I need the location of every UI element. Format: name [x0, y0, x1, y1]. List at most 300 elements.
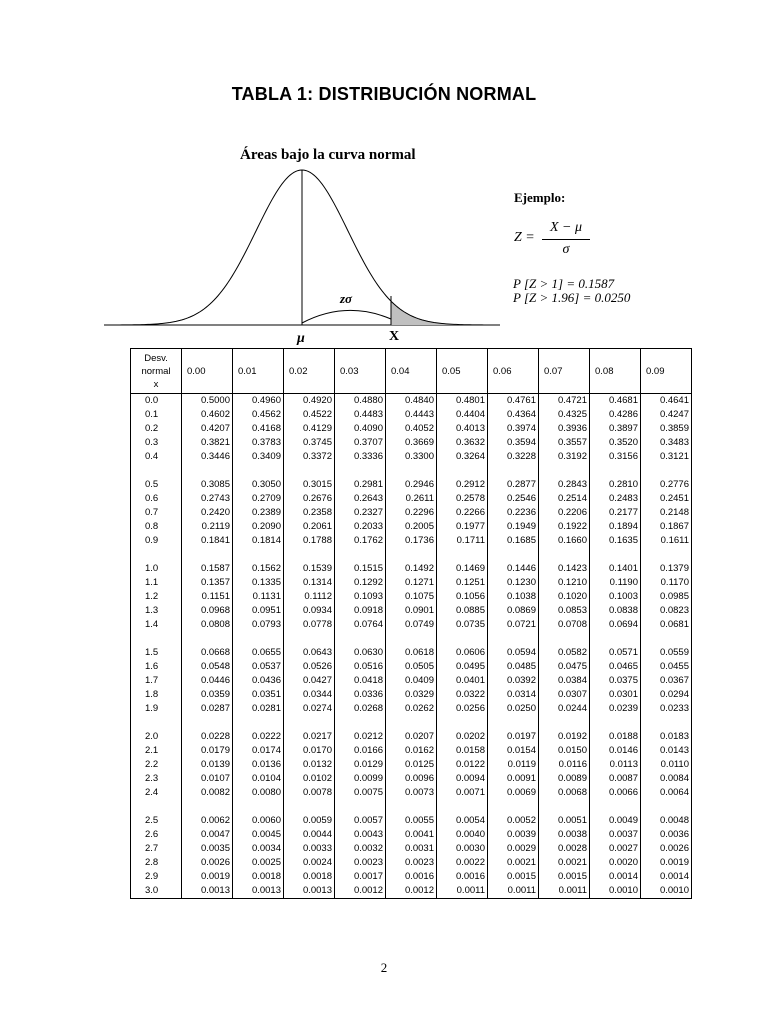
x-label: X: [389, 329, 400, 344]
table-cell: 0.0985: [641, 590, 692, 604]
row-label: 0.9: [131, 534, 182, 548]
table-cell: 0.0035: [182, 842, 233, 856]
spacer-cell: [590, 800, 641, 814]
table-cell: 0.0094: [437, 772, 488, 786]
table-cell: 0.0051: [539, 814, 590, 828]
table-cell: 0.0016: [386, 870, 437, 884]
table-cell: 0.0023: [386, 856, 437, 870]
table-cell: 0.1038: [488, 590, 539, 604]
table-cell: 0.2611: [386, 492, 437, 506]
table-cell: 0.0367: [641, 674, 692, 688]
figure-caption: Áreas bajo la curva normal: [240, 147, 416, 163]
spacer-cell: [284, 548, 335, 562]
table-cell: 0.1711: [437, 534, 488, 548]
table-row: [131, 688, 692, 702]
spacer-cell: [437, 632, 488, 646]
row-label: 1.8: [131, 688, 182, 702]
table-row: [131, 604, 692, 618]
table-cell: 0.3520: [590, 436, 641, 450]
header-line-2: normal: [141, 365, 171, 377]
spacer-row: [131, 800, 692, 814]
table-cell: 0.3897: [590, 422, 641, 436]
mu-label: μ: [297, 331, 305, 346]
row-label: 0.5: [131, 478, 182, 492]
table-cell: 0.0934: [284, 604, 335, 618]
formula-lhs: Z =: [514, 230, 535, 245]
table-cell: 0.0052: [488, 814, 539, 828]
table-cell: 0.0329: [386, 688, 437, 702]
table-cell: 0.0022: [437, 856, 488, 870]
table-cell: 0.0010: [641, 884, 692, 899]
table-cell: 0.1660: [539, 534, 590, 548]
spacer-cell: [386, 548, 437, 562]
table-cell: 0.0040: [437, 828, 488, 842]
table-cell: 0.0537: [233, 660, 284, 674]
row-label: 1.7: [131, 674, 182, 688]
table-cell: 0.0045: [233, 828, 284, 842]
spacer-cell: [335, 548, 386, 562]
table-cell: 0.0668: [182, 646, 233, 660]
table-cell: 0.0012: [386, 884, 437, 899]
row-label: 0.8: [131, 520, 182, 534]
table-cell: 0.0968: [182, 604, 233, 618]
table-cell: 0.4960: [233, 394, 284, 409]
table-cell: 0.3936: [539, 422, 590, 436]
table-cell: 0.0778: [284, 618, 335, 632]
table-cell: 0.0069: [488, 786, 539, 800]
table-cell: 0.0359: [182, 688, 233, 702]
table-cell: 0.1379: [641, 562, 692, 576]
table-cell: 0.0099: [335, 772, 386, 786]
table-cell: 0.0869: [488, 604, 539, 618]
table-cell: 0.4602: [182, 408, 233, 422]
table-cell: 0.0694: [590, 618, 641, 632]
table-cell: 0.0013: [233, 884, 284, 899]
row-label: 0.2: [131, 422, 182, 436]
table-cell: 0.1075: [386, 590, 437, 604]
table-cell: 0.1056: [437, 590, 488, 604]
table-cell: 0.1539: [284, 562, 335, 576]
table-cell: 0.0217: [284, 730, 335, 744]
table-cell: 0.2177: [590, 506, 641, 520]
table-cell: 0.0655: [233, 646, 284, 660]
table-cell: 0.0446: [182, 674, 233, 688]
table-cell: 0.2776: [641, 478, 692, 492]
table-cell: 0.4207: [182, 422, 233, 436]
table-cell: 0.0054: [437, 814, 488, 828]
table-cell: 0.1814: [233, 534, 284, 548]
table-cell: 0.0154: [488, 744, 539, 758]
table-cell: 0.2483: [590, 492, 641, 506]
table-row: [131, 394, 692, 409]
table-cell: 0.2296: [386, 506, 437, 520]
table-cell: 0.0027: [590, 842, 641, 856]
table-cell: 0.0041: [386, 828, 437, 842]
table-cell: 0.0073: [386, 786, 437, 800]
table-cell: 0.0301: [590, 688, 641, 702]
table-cell: 0.0465: [590, 660, 641, 674]
spacer-cell: [488, 464, 539, 478]
table-cell: 0.1587: [182, 562, 233, 576]
table-cell: 0.0096: [386, 772, 437, 786]
table-cell: 0.1469: [437, 562, 488, 576]
table-cell: 0.0183: [641, 730, 692, 744]
row-label: 1.9: [131, 702, 182, 716]
table-cell: 0.3336: [335, 450, 386, 464]
row-label: 0.0: [131, 394, 182, 409]
table-cell: 0.1112: [284, 590, 335, 604]
header-line-3: x: [153, 378, 159, 390]
table-row: [131, 674, 692, 688]
table-row: [131, 814, 692, 828]
spacer-cell: [539, 800, 590, 814]
table-cell: 0.0951: [233, 604, 284, 618]
row-label: 0.1: [131, 408, 182, 422]
table-cell: 0.3264: [437, 450, 488, 464]
table-cell: 0.0823: [641, 604, 692, 618]
row-label: 2.2: [131, 758, 182, 772]
spacer-cell: [539, 464, 590, 478]
spacer-cell: [641, 800, 692, 814]
table-cell: 0.0025: [233, 856, 284, 870]
table-cell: 0.0436: [233, 674, 284, 688]
table-cell: 0.2389: [233, 506, 284, 520]
table-cell: 0.0087: [590, 772, 641, 786]
table-cell: 0.1093: [335, 590, 386, 604]
spacer-cell: [182, 548, 233, 562]
spacer-cell: [284, 800, 335, 814]
table-cell: 0.0031: [386, 842, 437, 856]
spacer-cell: [233, 632, 284, 646]
table-cell: 0.1762: [335, 534, 386, 548]
spacer-cell: [131, 464, 182, 478]
table-cell: 0.3594: [488, 436, 539, 450]
table-cell: 0.0384: [539, 674, 590, 688]
row-label: 1.5: [131, 646, 182, 660]
table-cell: 0.0011: [437, 884, 488, 899]
table-cell: 0.2148: [641, 506, 692, 520]
table-cell: 0.0021: [539, 856, 590, 870]
column-header: 0.05: [437, 349, 488, 394]
table-cell: 0.0606: [437, 646, 488, 660]
table-cell: 0.0129: [335, 758, 386, 772]
table-cell: 0.0287: [182, 702, 233, 716]
spacer-cell: [131, 716, 182, 730]
table-cell: 0.1170: [641, 576, 692, 590]
table-cell: 0.1292: [335, 576, 386, 590]
table-cell: 0.0233: [641, 702, 692, 716]
table-cell: 0.0392: [488, 674, 539, 688]
table-cell: 0.2033: [335, 520, 386, 534]
table-cell: 0.4721: [539, 394, 590, 409]
table-cell: 0.0019: [182, 870, 233, 884]
table-row: [131, 828, 692, 842]
table-cell: 0.0068: [539, 786, 590, 800]
table-cell: 0.3121: [641, 450, 692, 464]
table-cell: 0.2005: [386, 520, 437, 534]
table-cell: 0.3707: [335, 436, 386, 450]
table-cell: 0.1841: [182, 534, 233, 548]
table-cell: 0.2206: [539, 506, 590, 520]
spacer-cell: [437, 716, 488, 730]
table-cell: 0.0029: [488, 842, 539, 856]
table-cell: 0.0122: [437, 758, 488, 772]
table-cell: 0.0015: [539, 870, 590, 884]
table-cell: 0.1210: [539, 576, 590, 590]
table-cell: 0.0336: [335, 688, 386, 702]
table-cell: 0.0455: [641, 660, 692, 674]
table-cell: 0.1977: [437, 520, 488, 534]
table-cell: 0.0012: [335, 884, 386, 899]
table-cell: 0.1894: [590, 520, 641, 534]
table-row: [131, 786, 692, 800]
spacer-cell: [386, 800, 437, 814]
spacer-cell: [335, 632, 386, 646]
spacer-cell: [284, 632, 335, 646]
row-label: 1.4: [131, 618, 182, 632]
table-cell: 0.2358: [284, 506, 335, 520]
table-cell: 0.0162: [386, 744, 437, 758]
table-cell: 0.3300: [386, 450, 437, 464]
table-cell: 0.3372: [284, 450, 335, 464]
row-label: 3.0: [131, 884, 182, 899]
table-cell: 0.0038: [539, 828, 590, 842]
table-cell: 0.0080: [233, 786, 284, 800]
table-cell: 0.0014: [590, 870, 641, 884]
table-cell: 0.0268: [335, 702, 386, 716]
table-cell: 0.0516: [335, 660, 386, 674]
table-cell: 0.0228: [182, 730, 233, 744]
table-cell: 0.0047: [182, 828, 233, 842]
table-cell: 0.1635: [590, 534, 641, 548]
table-cell: 0.4562: [233, 408, 284, 422]
column-header: 0.09: [641, 349, 692, 394]
column-header: 0.08: [590, 349, 641, 394]
table-cell: 0.2877: [488, 478, 539, 492]
table-cell: 0.0026: [641, 842, 692, 856]
table-cell: 0.0708: [539, 618, 590, 632]
table-cell: 0.4364: [488, 408, 539, 422]
row-label: 2.3: [131, 772, 182, 786]
table-cell: 0.0764: [335, 618, 386, 632]
table-cell: 0.0037: [590, 828, 641, 842]
table-cell: 0.3745: [284, 436, 335, 450]
row-label: 1.1: [131, 576, 182, 590]
table-cell: 0.0084: [641, 772, 692, 786]
table-cell: 0.2546: [488, 492, 539, 506]
table-cell: 0.0024: [284, 856, 335, 870]
table-row: [131, 702, 692, 716]
row-label: 0.4: [131, 450, 182, 464]
page-number: 2: [380, 960, 388, 975]
spacer-cell: [284, 716, 335, 730]
table-cell: 0.0721: [488, 618, 539, 632]
spacer-cell: [182, 716, 233, 730]
table-cell: 0.0018: [284, 870, 335, 884]
table-cell: 0.2514: [539, 492, 590, 506]
table-cell: 0.3015: [284, 478, 335, 492]
table-cell: 0.0010: [590, 884, 641, 899]
table-cell: 0.3409: [233, 450, 284, 464]
table-cell: 0.1685: [488, 534, 539, 548]
spacer-cell: [539, 548, 590, 562]
table-cell: 0.0021: [488, 856, 539, 870]
table-cell: 0.0262: [386, 702, 437, 716]
table-cell: 0.0062: [182, 814, 233, 828]
table-cell: 0.0344: [284, 688, 335, 702]
table-cell: 0.0885: [437, 604, 488, 618]
table-cell: 0.0016: [437, 870, 488, 884]
table-cell: 0.0013: [284, 884, 335, 899]
table-cell: 0.5000: [182, 394, 233, 409]
normal-curve-figure: [0, 0, 768, 350]
table-cell: 0.3783: [233, 436, 284, 450]
table-row: [131, 758, 692, 772]
table-cell: 0.0017: [335, 870, 386, 884]
row-header-label: [131, 349, 182, 394]
page-title: TABLA 1: DISTRIBUCIÓN NORMAL: [231, 84, 537, 104]
row-label: 2.1: [131, 744, 182, 758]
table-row: [131, 436, 692, 450]
table-cell: 0.0618: [386, 646, 437, 660]
table-cell: 0.0026: [182, 856, 233, 870]
table-cell: 0.1736: [386, 534, 437, 548]
table-cell: 0.0078: [284, 786, 335, 800]
table-cell: 0.0594: [488, 646, 539, 660]
table-cell: 0.0125: [386, 758, 437, 772]
formula-denominator: σ: [562, 242, 570, 257]
table-cell: 0.0571: [590, 646, 641, 660]
row-label: 0.7: [131, 506, 182, 520]
table-cell: 0.0150: [539, 744, 590, 758]
table-cell: 0.0901: [386, 604, 437, 618]
spacer-cell: [488, 632, 539, 646]
row-label: 0.6: [131, 492, 182, 506]
table-cell: 0.4325: [539, 408, 590, 422]
spacer-cell: [233, 548, 284, 562]
table-row: [131, 520, 692, 534]
table-cell: 0.2709: [233, 492, 284, 506]
spacer-cell: [590, 632, 641, 646]
table-cell: 0.0011: [488, 884, 539, 899]
table-cell: 0.0132: [284, 758, 335, 772]
table-cell: 0.1020: [539, 590, 590, 604]
table-cell: 0.0418: [335, 674, 386, 688]
table-cell: 0.2643: [335, 492, 386, 506]
table-cell: 0.0104: [233, 772, 284, 786]
table-cell: 0.3156: [590, 450, 641, 464]
table-cell: 0.0060: [233, 814, 284, 828]
table-cell: 0.2327: [335, 506, 386, 520]
table-cell: 0.1230: [488, 576, 539, 590]
table-cell: 0.3192: [539, 450, 590, 464]
spacer-cell: [437, 800, 488, 814]
table-cell: 0.0918: [335, 604, 386, 618]
spacer-cell: [590, 548, 641, 562]
table-cell: 0.2981: [335, 478, 386, 492]
table-cell: 0.0401: [437, 674, 488, 688]
table-cell: 0.0064: [641, 786, 692, 800]
table-cell: 0.1314: [284, 576, 335, 590]
table-row: [131, 478, 692, 492]
table-cell: 0.0475: [539, 660, 590, 674]
table-cell: 0.0166: [335, 744, 386, 758]
table-row: [131, 562, 692, 576]
spacer-cell: [131, 800, 182, 814]
table-cell: 0.1251: [437, 576, 488, 590]
table-row: [131, 492, 692, 506]
table-cell: 0.1357: [182, 576, 233, 590]
table-cell: 0.2912: [437, 478, 488, 492]
row-label: 2.0: [131, 730, 182, 744]
spacer-row: [131, 632, 692, 646]
table-cell: 0.4483: [335, 408, 386, 422]
table-cell: 0.0110: [641, 758, 692, 772]
table-cell: 0.3632: [437, 436, 488, 450]
table-cell: 0.0102: [284, 772, 335, 786]
table-cell: 0.4052: [386, 422, 437, 436]
table-cell: 0.0044: [284, 828, 335, 842]
row-label: 1.6: [131, 660, 182, 674]
table-cell: 0.0808: [182, 618, 233, 632]
table-cell: 0.0075: [335, 786, 386, 800]
table-cell: 0.3446: [182, 450, 233, 464]
spacer-cell: [641, 632, 692, 646]
table-cell: 0.0023: [335, 856, 386, 870]
column-header: 0.01: [233, 349, 284, 394]
table-cell: 0.1446: [488, 562, 539, 576]
table-cell: 0.0239: [590, 702, 641, 716]
spacer-cell: [131, 548, 182, 562]
table-cell: 0.0307: [539, 688, 590, 702]
table-cell: 0.1949: [488, 520, 539, 534]
table-cell: 0.0322: [437, 688, 488, 702]
table-cell: 0.4920: [284, 394, 335, 409]
zsigma-arc: [302, 310, 391, 323]
table-cell: 0.0351: [233, 688, 284, 702]
table-cell: 0.0643: [284, 646, 335, 660]
spacer-cell: [233, 716, 284, 730]
spacer-cell: [539, 716, 590, 730]
table-cell: 0.0066: [590, 786, 641, 800]
table-cell: 0.0048: [641, 814, 692, 828]
table-cell: 0.0139: [182, 758, 233, 772]
column-header: 0.02: [284, 349, 335, 394]
zsigma-label: zσ: [340, 291, 353, 306]
normal-table: [130, 348, 692, 899]
table-cell: 0.2578: [437, 492, 488, 506]
table-cell: 0.1492: [386, 562, 437, 576]
table-cell: 0.0179: [182, 744, 233, 758]
table-cell: 0.3483: [641, 436, 692, 450]
table-cell: 0.4443: [386, 408, 437, 422]
spacer-cell: [233, 464, 284, 478]
table-row: [131, 884, 692, 899]
table-cell: 0.0485: [488, 660, 539, 674]
formula-numerator: X − μ: [549, 220, 583, 235]
table-cell: 0.0244: [539, 702, 590, 716]
table-cell: 0.2236: [488, 506, 539, 520]
table-row: [131, 842, 692, 856]
table-cell: 0.0091: [488, 772, 539, 786]
table-cell: 0.1515: [335, 562, 386, 576]
table-cell: 0.3821: [182, 436, 233, 450]
table-cell: 0.2946: [386, 478, 437, 492]
table-cell: 0.0116: [539, 758, 590, 772]
table-cell: 0.1922: [539, 520, 590, 534]
table-cell: 0.0030: [437, 842, 488, 856]
table-cell: 0.0495: [437, 660, 488, 674]
